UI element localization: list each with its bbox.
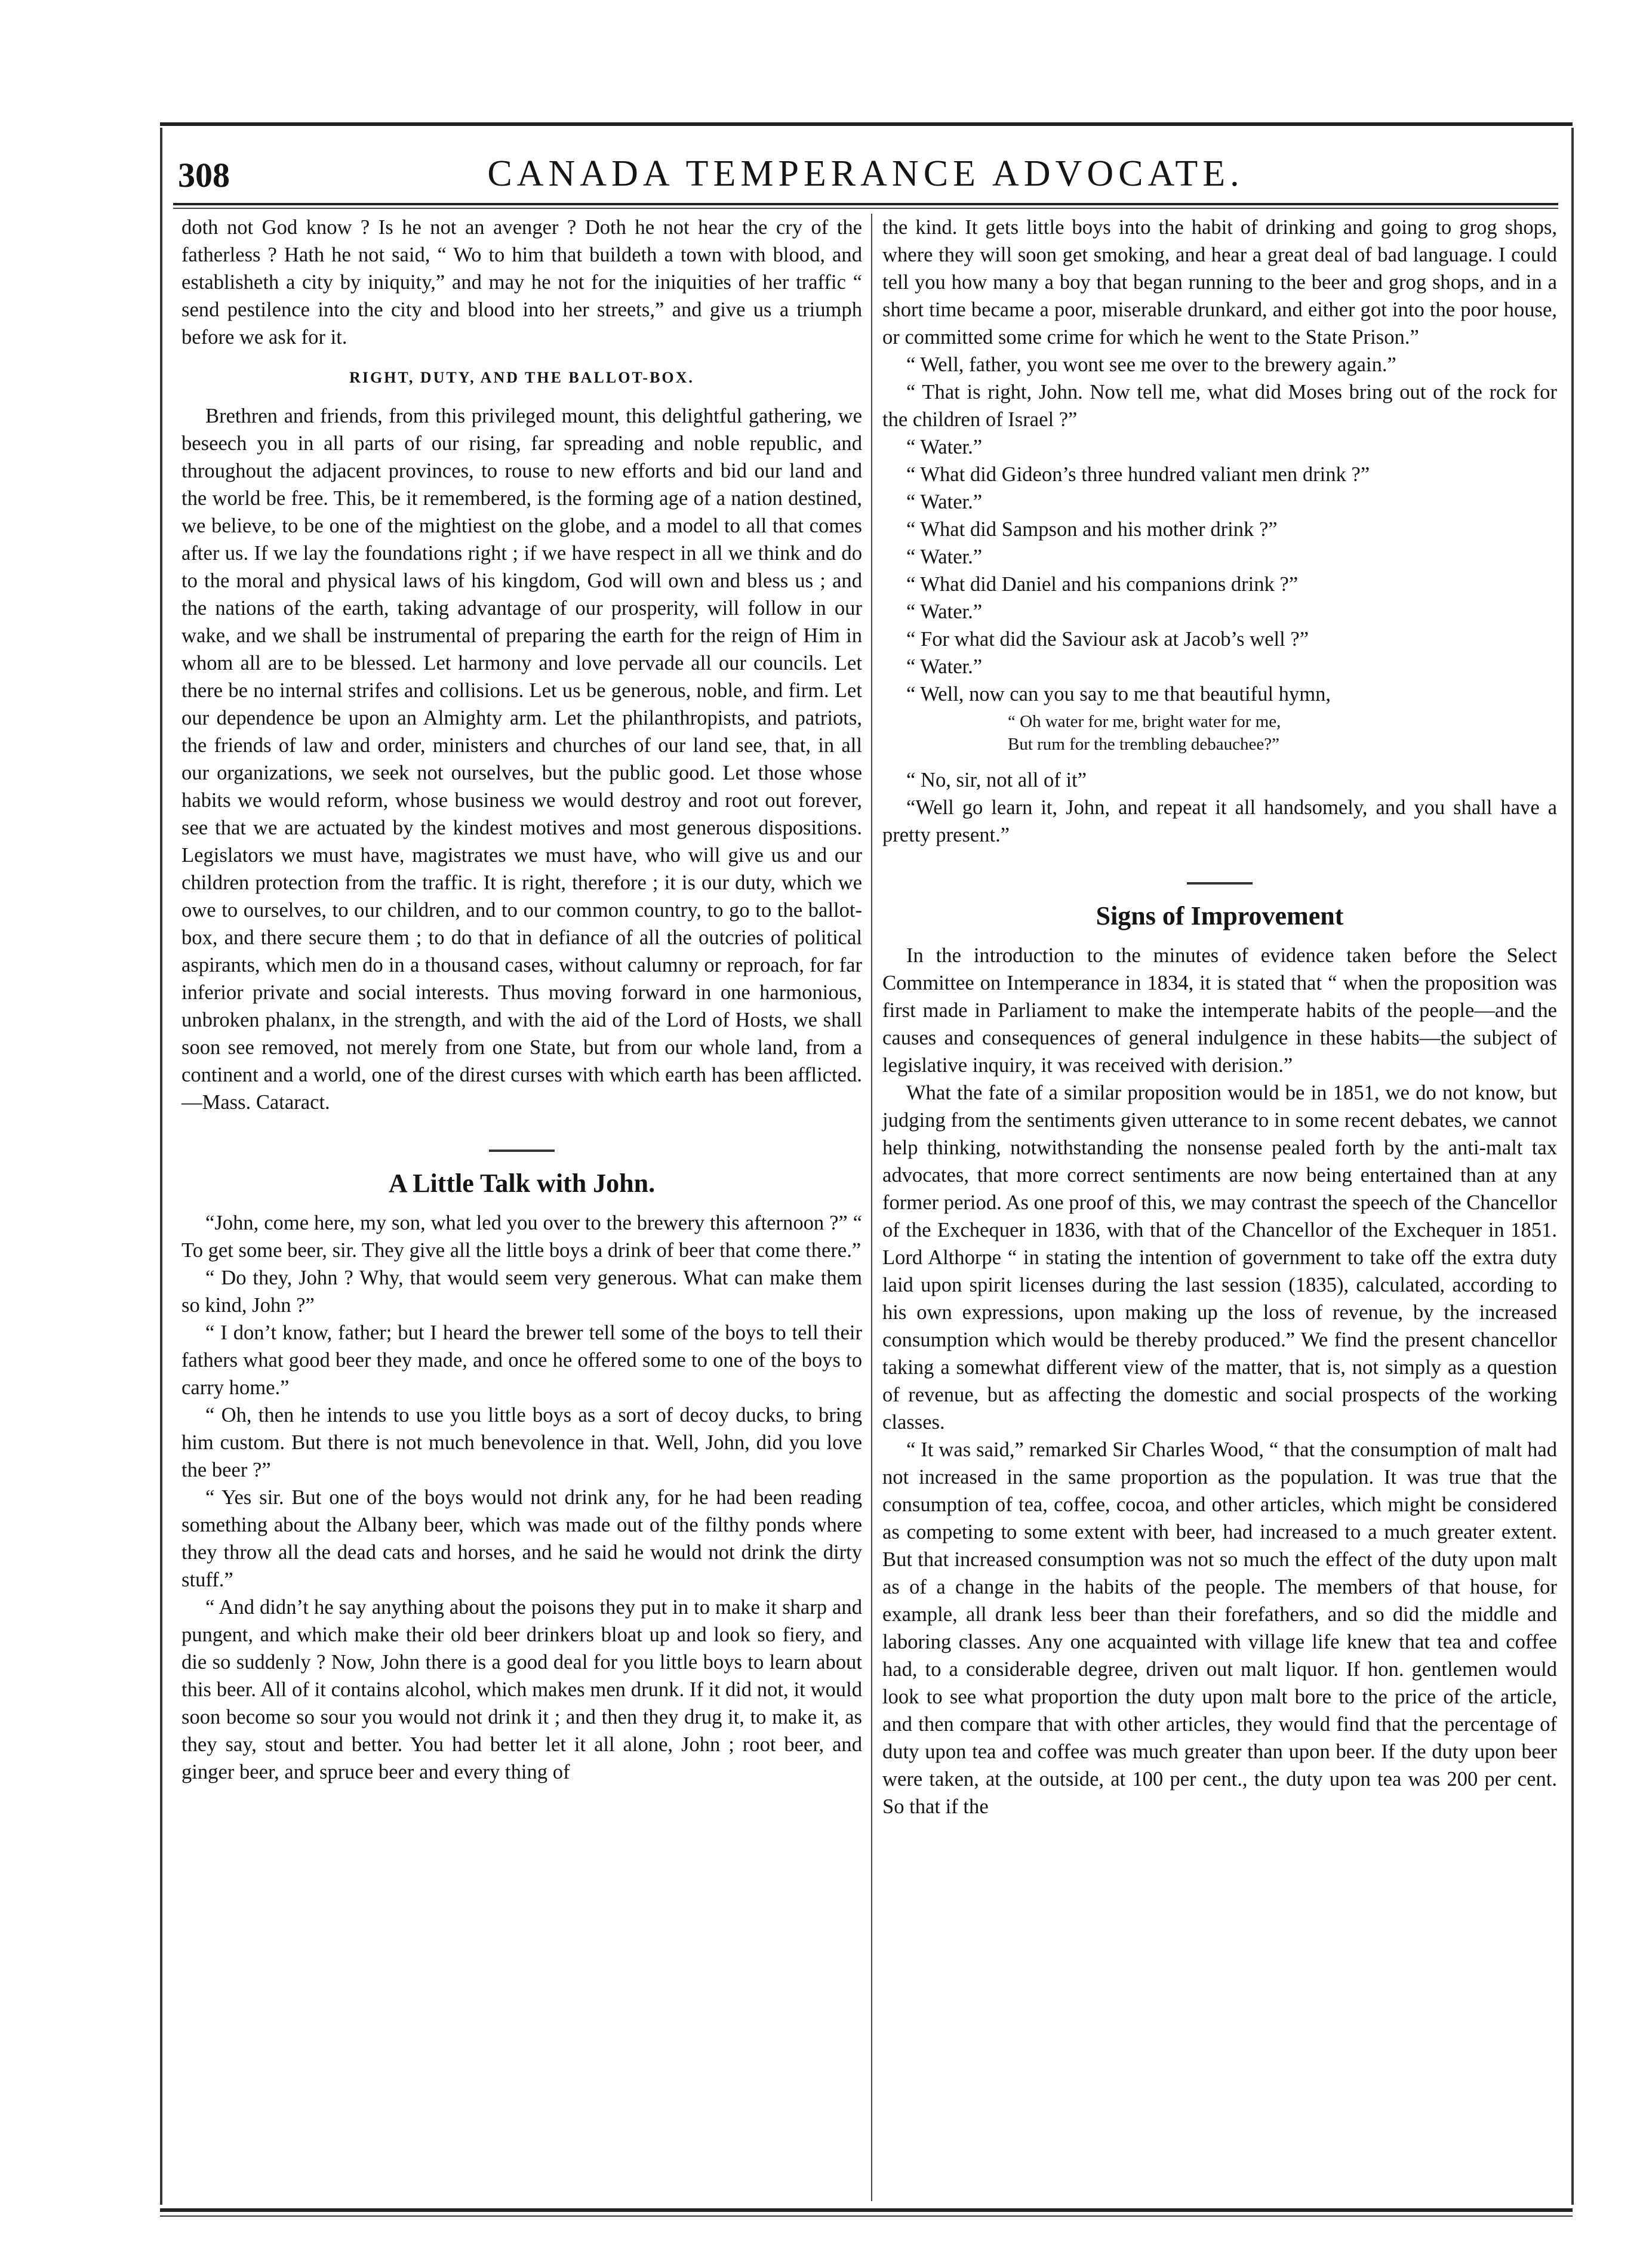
signs-paragraph: “ It was said,” remarked Sir Charles Wood, “ that the consumption of malt had not increased in the same proportion as the population. It was true that the consumption of tea, coffee, cocoa, and other articles, which might be considered as competing to some extent with beer, had increased to a much greater extent. But that increased consumption was not so much the effect of the duty upon malt as of a change in the habits of the people. The members of that house, for example, all drank less beer than their forefathers, and so did the middle and laboring classes. Any one acquainted with village life knew that tea and coffee had, to a considerable degree, driven out malt liquor. If hon. gentlemen would look to see what proportion the duty upon malt bore to the price of the article, and then compare that with other articles, they would find that the percentage of duty upon tea and coffee was much greater than upon beer. If the duty upon beer were taken, at the outside, at 100 per cent., the duty upon tea was 200 per cent. So that if the: [882, 1438, 1557, 1818]
column-divider: [871, 214, 872, 2201]
story-title: A Little Talk with John.: [388, 1169, 656, 1198]
dialog-line: “ What did Gideon’s three hundred valiant men drink ?”: [906, 463, 1370, 486]
top-border-rule: [160, 122, 1573, 126]
dialog-line: “ Well, father, you wont see me over to the brewery again.”: [906, 353, 1396, 376]
dialog-line: “ What did Sampson and his mother drink ?”: [906, 518, 1278, 541]
dialog-line: “ No, sir, not all of it”: [906, 769, 1087, 791]
bottom-border-rule: [160, 2208, 1573, 2212]
story-paragraph: “ Do they, John ? Why, that would seem very generous. What can make them so kind, John ?”: [181, 1266, 862, 1317]
dialog-line: “ For what did the Saviour ask at Jacob’s well ?”: [906, 628, 1309, 651]
story-paragraph: “John, come here, my son, what led you over to the brewery this afternoon ?” “ To get some beer, sir. They give all the little boys a drink of beer that come there.”: [181, 1212, 862, 1262]
dialog-line: “ Water.”: [906, 546, 983, 568]
dialog-line: “Well go learn it, John, and repeat it all handsomely, and you shall have a pretty present.”: [882, 796, 1557, 846]
dialog-line: “ Water.”: [906, 600, 983, 623]
story-continued-paragraph: the kind. It gets little boys into the habit of drinking and going to grog shops, where they will soon get smoking, and hear a great deal of bad language. I could tell you how many a boy that began running to the beer and grog shops, and in a short time became a poor, miserable drunkard, and either got into the poor house, or committed some crime for which he went to the State Prison.”: [882, 216, 1557, 349]
intro-paragraph: doth not God know ? Is he not an avenger ? Doth he not hear the cry of the fatherless ? Hath he not said, “ Wo to him that buildeth a town with blood, and establisheth a city by iniquity,” and may he not for the iniquities of her traffic “ send pestilence into the city and blood into her streets,” and give us a triumph before we ask for it.: [181, 216, 862, 349]
story-ending: [882, 766, 1557, 849]
story-paragraph: “ Yes sir. But one of the boys would not drink any, for he had been reading something about the Albany beer, which was made out of the filthy ponds where they throw all the dead cats and horses, and he said he would not drink the dirty stuff.”: [181, 1486, 862, 1591]
signs-title: Signs of Improvement: [1096, 901, 1344, 930]
dialog-line: “ Water.”: [906, 655, 983, 678]
left-column: [181, 214, 862, 2201]
signs-paragraph: In the introduction to the minutes of evidence taken before the Select Committee on Intemperance in 1834, it is stated that “ when the proposition was first made in Parliament to make the intemperate habits of the people—and the causes and consequences of general indulgence in these habits—the subject of legislative inquiry, it was received with derision.”: [882, 944, 1557, 1077]
section-separator-rule: [489, 1150, 555, 1152]
story-paragraph: “ Oh, then he intends to use you little boys as a sort of decoy ducks, to bring him custom. But there is not much benevolence in that. Well, John, did you love the beer ?”: [181, 1404, 862, 1481]
page-header: [173, 143, 1558, 203]
story-paragraph: “ And didn’t he say anything about the poisons they put in to make it sharp and pungent, and which make their old beer drinkers bloat up and look so fiery, and die so suddenly ? Now, John there is a good deal for you little boys to learn about this beer. All of it contains alcohol, which makes men drunk. If it did not, it would soon become so sour you would not drink it ; and then they drug it, to make it, as they say, stout and better. You had better let it all alone, John ; root beer, and ginger beer, and spruce beer and every thing of: [181, 1596, 862, 1783]
page-number: 308: [178, 156, 230, 195]
dialog-line: “ Well, now can you say to me that beautiful hymn,: [906, 683, 1331, 705]
dialog-line: “ What did Daniel and his companions drink ?”: [906, 573, 1299, 596]
bottom-border-rule-thin: [160, 2215, 1573, 2217]
dialog-line: “ Water.”: [906, 436, 983, 458]
story-dialog-continued: [882, 351, 1557, 708]
dialog-line: “ Water.”: [906, 491, 983, 513]
header-rule-thin: [173, 208, 1558, 209]
section-separator-rule: [1187, 882, 1253, 885]
hymn-verse: [1008, 710, 1557, 756]
story-dialog: [181, 1209, 862, 1786]
verse-line: “ Oh water for me, bright water for me,: [1008, 712, 1281, 731]
header-rule: [173, 203, 1558, 205]
right-column: [882, 214, 1557, 2201]
section-title-ballot: RIGHT, DUTY, AND THE BALLOT-BOX.: [349, 369, 694, 386]
signs-paragraph: What the fate of a similar proposition would be in 1851, we do not know, but judging from the sentiments given utterance to in some recent debates, we cannot help thinking, notwithstanding the nonsense pealed forth by the anti-malt tax advocates, that more correct sentiments are now being entertained than at any former period. As one proof of this, we may contrast the speech of the Chancellor of the Exchequer in 1836, with that of the Chancellor of the Exchequer in 1851. Lord Althorpe “ in stating the intention of government to take off the extra duty laid upon spirit licenses during the last session (1835), calculated, according to his own expressions, upon making up the loss of revenue, by the increased consumption which would be thereby produced.” We find the present chancellor taking a somewhat different view of the matter, that is, not simply as a question of revenue, but as affecting the domestic and social prospects of the working classes.: [882, 1081, 1557, 1434]
story-paragraph: “ I don’t know, father; but I heard the brewer tell some of the boys to tell their fathers what good beer they made, and once he offered some to one of the boys to carry home.”: [181, 1321, 862, 1399]
running-title: CANADA TEMPERANCE ADVOCATE.: [487, 153, 1244, 194]
verse-line: But rum for the trembling debauchee?”: [1008, 735, 1279, 754]
dialog-line: “ That is right, John. Now tell me, what did Moses bring out of the rock for the children of Israel ?”: [882, 381, 1557, 431]
ballot-paragraph: Brethren and friends, from this privileged mount, this delightful gathering, we beseech you in all parts of our rising, far spreading and noble republic, and throughout the adjacent provinces, to rouse to new efforts and bid our land and the world be free. This, be it remembered, is the forming age of a nation destined, we believe, to be one of the mightiest on the globe, and a model to all that comes after us. If we lay the foundations right ; if we have respect in all we think and do to the moral and physical laws of his kingdom, God will own and bless us ; and the nations of the earth, taking advantage of our prosperity, will follow in our wake, and we shall be instrumental of preparing the earth for the reign of Him in whom all are to be blessed. Let harmony and love pervade all our councils. Let there be no internal strifes and collisions. Let us be generous, noble, and firm. Let our dependence be upon an Almighty arm. Let the philanthropists, and patriots, the friends of law and order, ministers and churches of our land see, that, in all our organizations, we seek not ourselves, but the public good. Let those whose habits we would reform, whose business we would destroy and root out forever, see that we are actuated by the kindest motives and most generous dispositions. Legislators we must have, magistrates we must have, who will give us and our children protection from the traffic. It is right, therefore ; it is our duty, which we owe to ourselves, to our children, and to our common country, to go to the ballot-box, and there secure them ; to do that in defiance of all the outcries of political aspirants, which men do in a thousand cases, without calumny or reproach, for far inferior private and social interests. Thus moving forward in one harmonious, unbroken phalanx, in the strength, and with the aid of the Lord of Hosts, we shall soon see removed, not merely from one State, but from our whole land, from a continent and a world, one of the direst curses with which earth has been afflicted.—Mass. Cataract.: [181, 405, 862, 1114]
